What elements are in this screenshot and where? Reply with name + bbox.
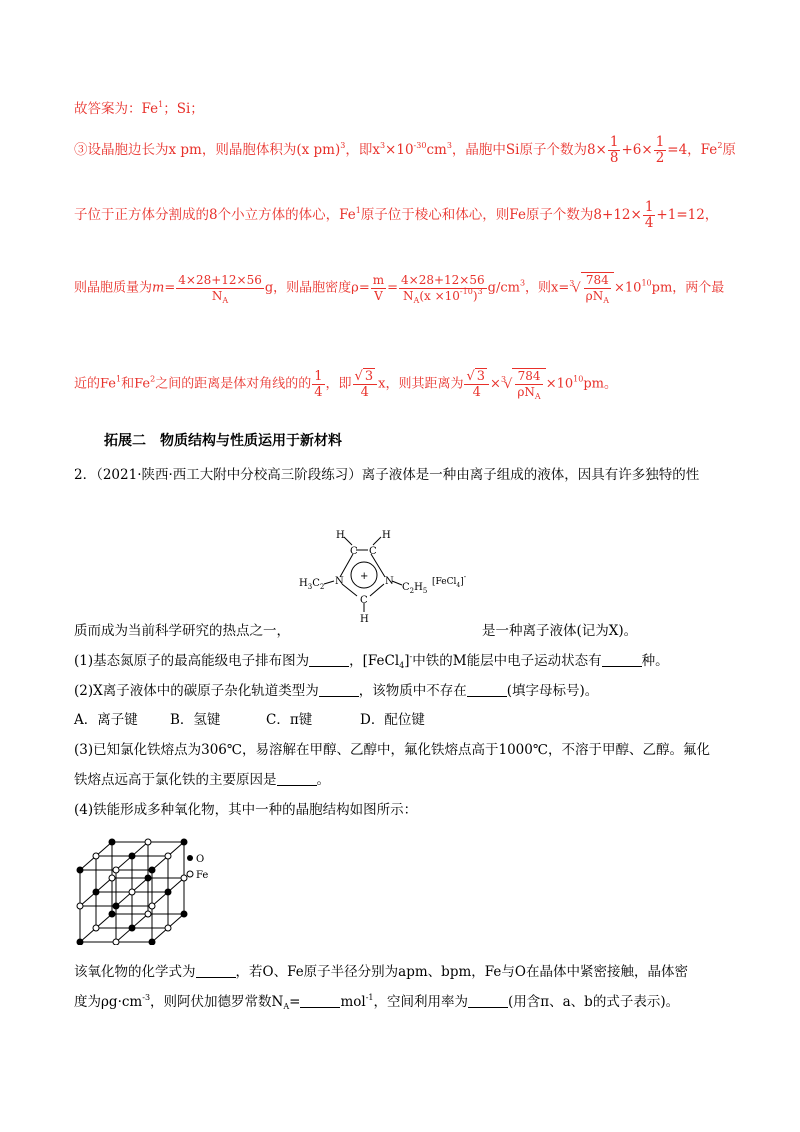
fe-atom bbox=[145, 911, 151, 917]
fe-atom bbox=[109, 875, 115, 881]
atom-n-right: N bbox=[385, 576, 394, 587]
answer-line-2: ③设晶胞边长为x pm，则晶胞体积为(x pm)$^3$，即$x^3\times 10^{-30}cm^3$，晶胞中Si原子个数为8× $\frac{1}{8}$ +6× $\frac{1}{2}$ =4，Fe$^2$原 bbox=[74, 134, 736, 166]
cube-root-expression-2: √ $\frac{784}{\rho N_A}$ bbox=[504, 368, 546, 400]
ring-charge: + bbox=[360, 571, 369, 582]
answer-blank-7[interactable] bbox=[300, 995, 340, 1008]
legend-fe-marker bbox=[187, 871, 193, 877]
fraction-root3-over-4-b: $\frac{√ 3}{4}$ bbox=[464, 368, 489, 400]
fe-atom bbox=[145, 839, 151, 845]
o-atom bbox=[181, 911, 187, 917]
fe-atom bbox=[129, 889, 135, 895]
fraction-one-half: $\frac{1}{2}$ bbox=[655, 134, 665, 166]
answer-line-1: 故答案为：Fe$^1$；Si； bbox=[74, 100, 204, 117]
question-options bbox=[74, 711, 425, 729]
atom-n-left: N bbox=[335, 576, 344, 587]
cube-root-expression: √ $\frac{784}{\rho N_A}$ bbox=[572, 272, 614, 304]
atom-c-bottom: C bbox=[360, 595, 368, 606]
o-atom bbox=[113, 903, 119, 909]
o-atom bbox=[93, 889, 99, 895]
atom-h-bottom: H bbox=[360, 614, 369, 625]
o-atom bbox=[149, 939, 155, 945]
fe-atom bbox=[93, 925, 99, 931]
fe-atom bbox=[149, 903, 155, 909]
fe-atom bbox=[113, 867, 119, 873]
option-a[interactable]: A．离子键 bbox=[74, 712, 138, 728]
ionic-liquid-structure bbox=[298, 530, 483, 630]
section-title: 拓展二 物质结构与性质运用于新材料 bbox=[104, 433, 342, 449]
fraction-density: $\frac{4\times 28+12\times 56}{N_A(x \times 10^{-10})^3}$ bbox=[401, 272, 485, 305]
o-atom bbox=[129, 853, 135, 859]
crystal-cell-diagram bbox=[72, 830, 232, 945]
o-atom bbox=[181, 839, 187, 845]
o-atom bbox=[149, 867, 155, 873]
answer-blank-8[interactable] bbox=[468, 995, 508, 1008]
o-atom bbox=[129, 925, 135, 931]
atom-h-top-left: H bbox=[336, 530, 345, 541]
atom-h-top-right: H bbox=[382, 530, 391, 541]
option-d[interactable]: D．配位键 bbox=[360, 712, 425, 728]
question-intro: 2．（2021·陕西·西工大附中分校高三阶段练习）离子液体是一种由离子组成的液体，因具有许多独特的性 bbox=[74, 467, 700, 483]
fe-atom bbox=[181, 875, 187, 881]
question-part-2: (2)X离子液体中的碳原子杂化轨道类型为 ，该物质中不存在 (填字母标号)。 bbox=[74, 683, 599, 699]
answer-line-5: 近的Fe$^1$和Fe$^2$之间的距离是体对角线的的 $\frac{1}{4}$ ，即 $\frac{√ 3}{4}$ x，则其距离为 $\frac{√ 3}{4}$ ×$^3$√ $\frac{784}{\rho N_A}$ $\times 10^{10}pm$。 bbox=[74, 368, 617, 401]
fe-atom bbox=[165, 853, 171, 859]
fe-atom bbox=[165, 925, 171, 931]
answer-blank-6[interactable] bbox=[196, 965, 236, 978]
fraction-root3-over-4: $\frac{√ 3}{4}$ bbox=[353, 368, 378, 400]
question-part-1: (1)基态氮原子的最高能级电子排布图为 ，[FeCl$_4$]-中铁的M能层中电子运动状态有 种。 bbox=[74, 652, 669, 670]
fe-atom bbox=[113, 939, 119, 945]
atom-c-1: C bbox=[350, 546, 358, 557]
o-atom bbox=[109, 911, 115, 917]
o-atom bbox=[77, 867, 83, 873]
question-part-5: 该氧化物的化学式为 ，若O、Fe原子半径分别为apm、bpm，Fe与O在晶体中紧密接触，晶体密 bbox=[74, 964, 688, 980]
anion-fecl4: [FeCl$_4$]- bbox=[432, 573, 467, 589]
atom-c-2: C bbox=[369, 546, 377, 557]
question-intro-2a: 质而成为当前科学研究的热点之一， bbox=[74, 623, 290, 639]
answer-blank-1[interactable] bbox=[309, 654, 349, 667]
option-c[interactable]: C．π键 bbox=[266, 712, 313, 728]
legend-o-marker bbox=[187, 855, 193, 861]
group-methyl: $H_3C_2$ bbox=[299, 578, 325, 591]
fe-atom bbox=[93, 853, 99, 859]
fraction-m-over-v: $\frac{m}{V}$ bbox=[372, 272, 385, 303]
o-atom bbox=[165, 889, 171, 895]
o-atom bbox=[77, 939, 83, 945]
question-part-3b: 铁熔点远高于氯化铁的主要原因是 。 bbox=[74, 772, 330, 788]
fraction-one-eighth: $\frac{1}{8}$ bbox=[609, 134, 619, 166]
question-part-6: 度为$\rho g\cdot cm^{-3}$，则阿伏加德罗常数$N_A= mol^{-1}$，空间利用率为 (用含π、a、b的式子表示)。 bbox=[74, 993, 680, 1011]
group-ethyl: $C_2H_5$ bbox=[402, 582, 428, 595]
answer-blank-2[interactable] bbox=[602, 654, 642, 667]
question-part-3a: (3)已知氯化铁熔点为306℃，易溶解在甲醇、乙醇中，氟化铁熔点高于1000℃，不溶于甲醇、乙醇。氟化 bbox=[74, 742, 710, 758]
question-intro-2b: 是一种离子液体(记为X)。 bbox=[482, 623, 638, 639]
option-b[interactable]: B．氢键 bbox=[170, 712, 221, 728]
question-part-4: (4)铁能形成多种氧化物，其中一种的晶胞结构如图所示： bbox=[74, 802, 418, 818]
fraction-quarter-2: $\frac{1}{4}$ bbox=[314, 368, 323, 400]
answer-blank-3[interactable] bbox=[319, 684, 359, 697]
o-atom bbox=[109, 839, 115, 845]
legend-fe-label: Fe bbox=[196, 870, 209, 881]
legend-o-label: O bbox=[196, 854, 205, 865]
fe-atom bbox=[77, 903, 83, 909]
answer-blank-5[interactable] bbox=[277, 773, 317, 786]
fraction-one-quarter: $\frac{1}{4}$ bbox=[644, 199, 654, 231]
answer-line-4: 则晶胞质量为m= $\frac{4\times 28+12\times 56}{N_A}$ g，则晶胞密度ρ= $\frac{m}{V}$ = $\frac{4\times 28+12\times 56}{N_A(x \times 10^{-10})^3}$ $g/cm^3$，则x=$^3$√ $\frac{784}{\rho N_A}$ $\times 10^{10}pm$，两个最 bbox=[74, 272, 725, 305]
o-atom bbox=[145, 875, 151, 881]
answer-blank-4[interactable] bbox=[467, 684, 507, 697]
answer-line-3: 子位于正方体分割成的8个小立方体的体心，Fe$^1$原子位于棱心和体心，则Fe原子个数为8+12× $\frac{1}{4}$ +1=12， bbox=[74, 199, 719, 231]
fraction-mass: $\frac{4\times 28+12\times 56}{N_A}$ bbox=[178, 272, 262, 305]
